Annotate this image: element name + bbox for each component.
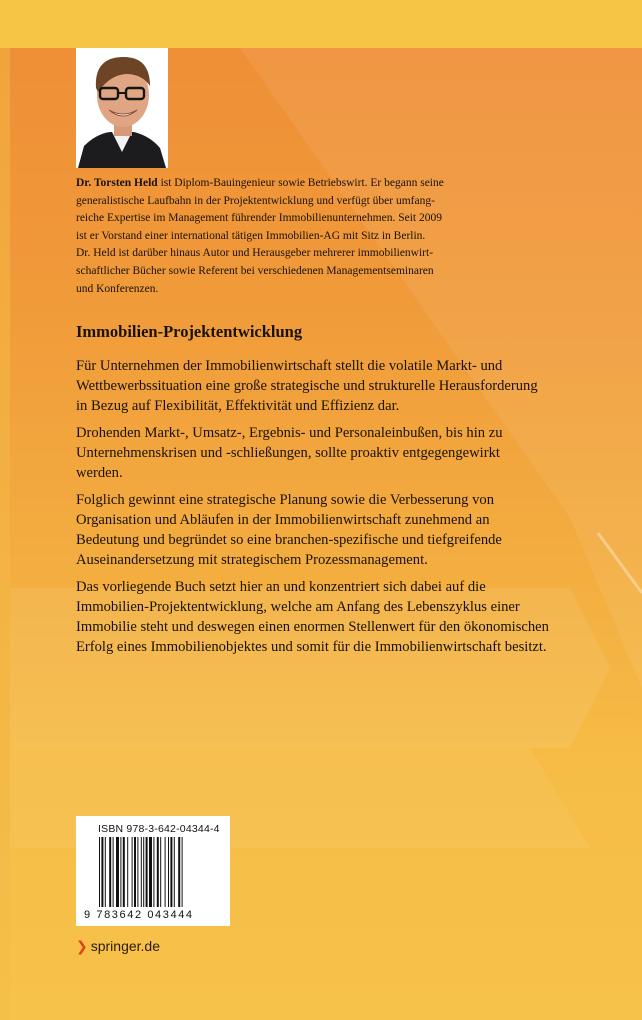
barcode-bar	[99, 837, 100, 907]
publisher-link[interactable]	[76, 938, 160, 955]
isbn-barcode-box	[76, 816, 230, 926]
barcode-bar	[157, 837, 159, 907]
book-title-heading: Immobilien-Projektentwicklung	[76, 322, 303, 341]
author-bio	[76, 175, 521, 298]
bio-line: reiche Expertise im Management führender Immobilienunternehmen. Seit 2009	[76, 212, 442, 225]
publisher-url: springer.de	[90, 938, 161, 954]
barcode-bar	[143, 837, 144, 907]
isbn-label: ISBN 978-3-642-04344-4	[98, 823, 220, 835]
bio-line: schaftlicher Bücher sowie Referent bei verschiedenen Managementseminaren	[76, 264, 434, 277]
book-description	[76, 356, 550, 664]
bio-line: ist Diplom-Bauingenieur sowie Betriebswirt. Er begann seine	[157, 177, 444, 189]
barcode-bar	[109, 837, 111, 907]
left-color-strip	[0, 48, 10, 1020]
barcode-bar	[174, 837, 175, 907]
description-paragraph: Drohenden Markt-, Umsatz-, Ergebnis- und Personaleinbußen, bis hin zu Unternehmenskrisen und -schließungen, sollte proaktiv entgegengewirkt werden.	[76, 425, 503, 481]
barcode-bar	[149, 837, 152, 907]
barcode-bar	[113, 837, 114, 907]
barcode-bar	[178, 837, 180, 907]
author-photo	[76, 48, 168, 168]
barcode-bar	[134, 837, 136, 907]
barcode-bar	[123, 837, 125, 907]
barcode-bar	[141, 837, 142, 907]
bio-line: ist er Vorstand einer international tätigen Immobilien-AG mit Sitz in Berlin.	[76, 229, 426, 242]
barcode-bar	[105, 837, 106, 907]
barcode-bar	[168, 837, 169, 907]
barcode-bar	[120, 837, 121, 907]
top-color-band	[0, 0, 642, 48]
barcode-bar	[160, 837, 161, 907]
barcode-bar	[127, 837, 128, 907]
author-name: Dr. Torsten Held	[76, 177, 158, 189]
barcode-bar	[153, 837, 154, 907]
barcode-bar	[170, 837, 172, 907]
barcode-digits: 9 783642 043444	[84, 909, 194, 921]
barcode-bar	[132, 837, 133, 907]
barcode-bars	[98, 837, 224, 907]
barcode-bar	[137, 837, 138, 907]
chevron-right-icon: ❯	[76, 938, 88, 954]
description-paragraph: Das vorliegende Buch setzt hier an und konzentriert sich dabei auf die Immobilien-Projektentwicklung, welche am Anfang des Lebenszyklus einer Immobilie steht und deswegen einen enormen Stellenwert für den ökonomischen Erfolg eines Immobilienobjektes und somit für die Immobilienwirtschaft besitzt.	[76, 579, 549, 655]
author-portrait-illustration	[76, 48, 168, 168]
barcode-bar	[116, 837, 119, 907]
description-paragraph: Für Unternehmen der Immobilienwirtschaft stellt die volatile Markt- und Wettbewerbssituation eine große strategische und strukturelle Herausforderung in Bezug auf Flexibilität, Effektivität und Effizienz dar.	[76, 358, 538, 414]
description-paragraph: Folglich gewinnt eine strategische Planung sowie die Verbesserung von Organisation und Abläufen in der Immobilienwirtschaft zunehmend an Bedeutung und begründet so eine branchen-spezifische und tiefgreifende Auseinandersetzung mit strategischem Prozessmanagement.	[76, 492, 502, 568]
bio-line: generalistische Laufbahn in der Projektentwicklung und verfügt über umfang-	[76, 194, 435, 207]
barcode-bar	[101, 837, 103, 907]
barcode-bar	[165, 837, 166, 907]
barcode-bar	[146, 837, 148, 907]
bio-line: und Konferenzen.	[76, 282, 159, 295]
barcode-bar	[182, 837, 183, 907]
bio-line: Dr. Held ist darüber hinaus Autor und Herausgeber mehrerer immobilienwirt-	[76, 247, 434, 260]
